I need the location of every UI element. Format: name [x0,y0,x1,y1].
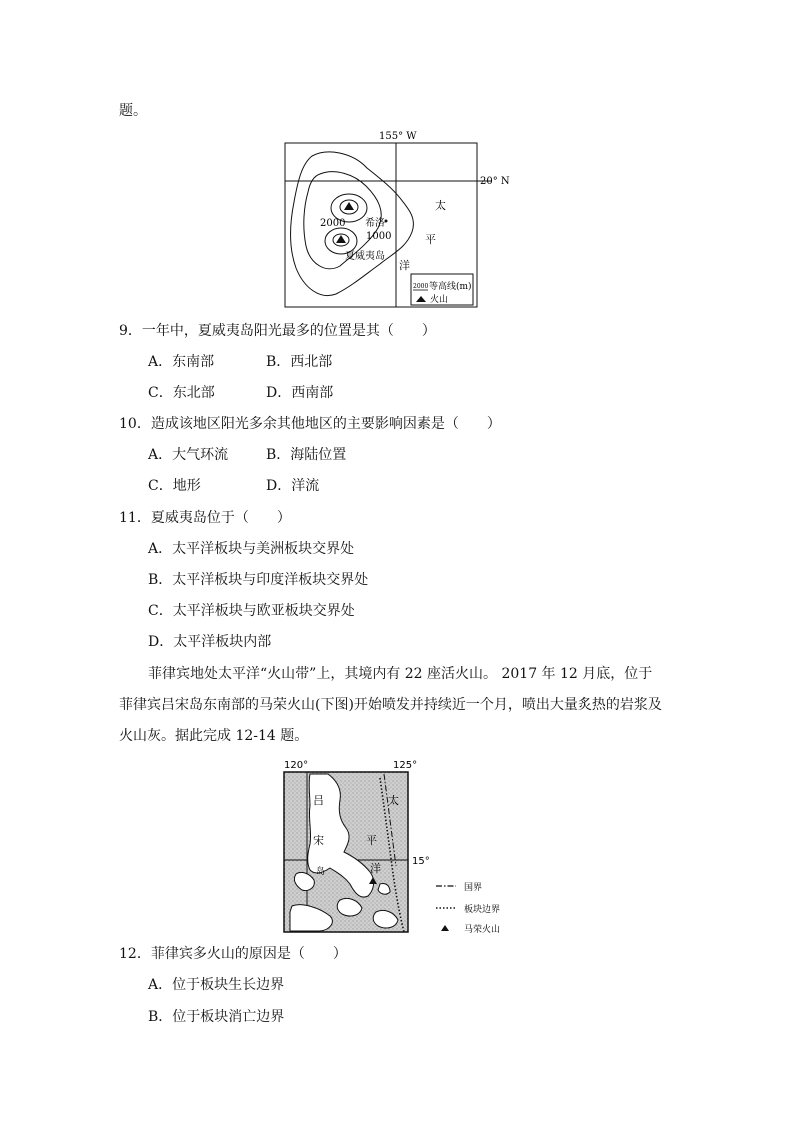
island-label: 夏威夷岛 [345,251,385,262]
map2-lon-left: 120° [284,760,309,771]
question-12-stem: 12．菲律宾多火山的原因是（ ） [119,946,347,962]
island-label: 吕 [313,794,324,807]
volcano-icon [336,235,346,243]
option-b[interactable]: B．太平洋板块与印度洋板块交界处 [148,572,369,588]
passage-line-3: 火山灰。据此完成 12-14 题。 [119,728,309,744]
island-label: 宋 [313,834,324,847]
legend-volcano-label: 马荣火山 [464,925,501,935]
passage-line-2: 菲律宾吕宋岛东南部的马荣火山(下图)开始喷发并持续近一个月，喷出大量炙热的岩浆及 [119,697,662,713]
passage-line-1: 菲律宾地处太平洋“火山带”上，其境内有 22 座活火山。 2017 年 12 月底，位于 [148,666,653,682]
option-d[interactable]: D．太平洋板块内部 [148,634,272,650]
option-a[interactable]: A．位于板块生长边界 [148,977,285,993]
option-d[interactable]: D．西南部 [266,385,334,401]
ocean-label: 平 [366,834,377,847]
contour-label-1000: 1000 [366,231,392,242]
question-10-stem: 10．造成该地区阳光多余其他地区的主要影响因素是（ ） [119,416,501,432]
ocean-label: 平 [425,233,436,246]
legend-border-label: 国界 [464,883,483,893]
option-a[interactable]: A．东南部 [148,354,215,370]
legend-volcano-icon [441,925,449,931]
city-label: 希洛 [365,218,385,229]
volcano-icon [344,202,354,210]
ocean-label: 洋 [399,259,410,272]
option-c[interactable]: C．地形 [148,478,201,494]
ocean-label: 太 [435,199,446,212]
island-label: 岛 [316,867,326,877]
contour-label-2000: 2000 [320,218,346,229]
ocean-label: 太 [388,794,399,807]
option-b[interactable]: B．西北部 [266,354,333,370]
option-c[interactable]: C．东北部 [148,385,215,401]
option-d[interactable]: D．洋流 [266,478,320,494]
ocean-label: 洋 [370,862,381,875]
map2-lon-right: 125° [393,760,418,771]
question-9-stem: 9．一年中，夏威夷岛阳光最多的位置是其（ ） [119,323,436,339]
option-c[interactable]: C．太平洋板块与欧亚板块交界处 [148,603,355,619]
option-a[interactable]: A．大气环流 [148,447,229,463]
option-b[interactable]: B．位于板块消亡边界 [148,1009,285,1025]
map1-latitude-label: 20° N [480,176,510,187]
luzon-map [280,756,520,940]
question-11-stem: 11．夏威夷岛位于（ ） [119,510,291,526]
hawaii-map [282,128,510,317]
legend-contour-label: 等高线(m) [429,282,472,292]
map2-lat-label: 15° [412,856,430,867]
option-b[interactable]: B．海陆位置 [266,447,347,463]
legend-plate-label: 板块边界 [464,905,501,915]
option-a[interactable]: A．太平洋板块与美洲板块交界处 [148,541,355,557]
intro-text: 题。 [119,103,147,119]
legend-volcano-label: 火山 [430,295,449,305]
map1-longitude-label: 155° W [379,131,417,142]
legend-contour-value: 2000 [413,283,429,290]
